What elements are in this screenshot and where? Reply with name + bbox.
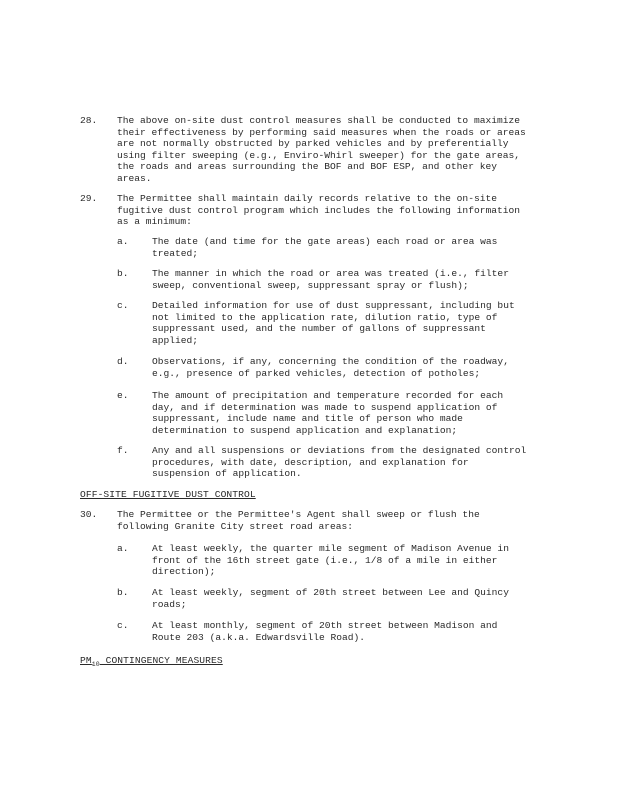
list-item [117,587,537,610]
paragraph-text: The above on-site dust control measures shall be conducted to maximize their effectiveness by performing said measures when the roads or areas are not normally obstructed by parked vehicles and by preferentially using filter sweeping (e.g., Enviro-Whirl sweeper) for the gate areas, the roads and areas surrounding the BOF and BOF ESP, and other key areas. [117,115,526,184]
list-item-text: Detailed information for use of dust suppressant, including but not limited to the application rate, dilution ratio, type of suppressant used, and the number of gallons of suppressant applied; [152,300,515,346]
paragraph-number: 30. [80,509,98,520]
list-item-text: The amount of precipitation and temperature recorded for each day, and if determination was made to suspend application of suppressant, include name and title of person who made determination to suspend application and explanation; [152,390,504,436]
list-item-letter: e. [117,390,129,401]
list-item-letter: b. [117,268,129,279]
list-item [117,300,537,346]
section-heading-pm10 [80,655,223,667]
list-item [117,445,537,480]
paragraph-text: The Permittee shall maintain daily records relative to the on-site fugitive dust control program which includes the following information as a minimum: [117,193,521,227]
list-item [117,236,537,259]
paragraph-text: The Permittee or the Permittee's Agent shall sweep or flush the following Granite City street road areas: [117,509,480,532]
list-item-text: At least monthly, segment of 20th street between Madison and Route 203 (a.k.a. Edwardsville Road). [152,620,498,643]
list-item-letter: a. [117,543,129,554]
paragraph-number: 28. [80,115,98,126]
list-item-text: The date (and time for the gate areas) each road or area was treated; [152,236,498,259]
list-item [117,620,537,643]
list-item-letter: c. [117,620,129,631]
list-item-text: At least weekly, segment of 20th street between Lee and Quincy roads; [152,587,509,610]
list-item-text: The manner in which the road or area was treated (i.e., filter sweep, conventional sweep, suppressant spray or flush); [152,268,509,291]
list-item-letter: b. [117,587,129,598]
paragraph-28 [80,115,550,184]
paragraph-number: 29. [80,193,98,204]
list-item [117,268,537,291]
list-item-letter: f. [117,445,129,456]
list-item-text: Any and all suspensions or deviations from the designated control procedures, with date, description, and explanation for suspension of application. [152,445,527,479]
section-heading-offsite: OFF-SITE FUGITIVE DUST CONTROL [80,489,256,500]
list-item-letter: d. [117,356,129,367]
list-item-text: At least weekly, the quarter mile segment of Madison Avenue in front of the 16th street gate (i.e., 1/8 of a mile in either direction); [152,543,509,577]
list-item [117,390,537,436]
list-item [117,543,537,578]
pm10-prefix: PM [80,655,92,666]
pm10-suffix: CONTINGENCY MEASURES [99,655,223,666]
paragraph-29 [80,193,550,228]
pm10-subscript: 10 [91,660,100,668]
list-item-letter: a. [117,236,129,247]
list-item [117,356,537,379]
list-item-text: Observations, if any, concerning the condition of the roadway, e.g., presence of parked vehicles, detection of potholes; [152,356,509,379]
list-item-letter: c. [117,300,129,311]
paragraph-30 [80,509,550,532]
